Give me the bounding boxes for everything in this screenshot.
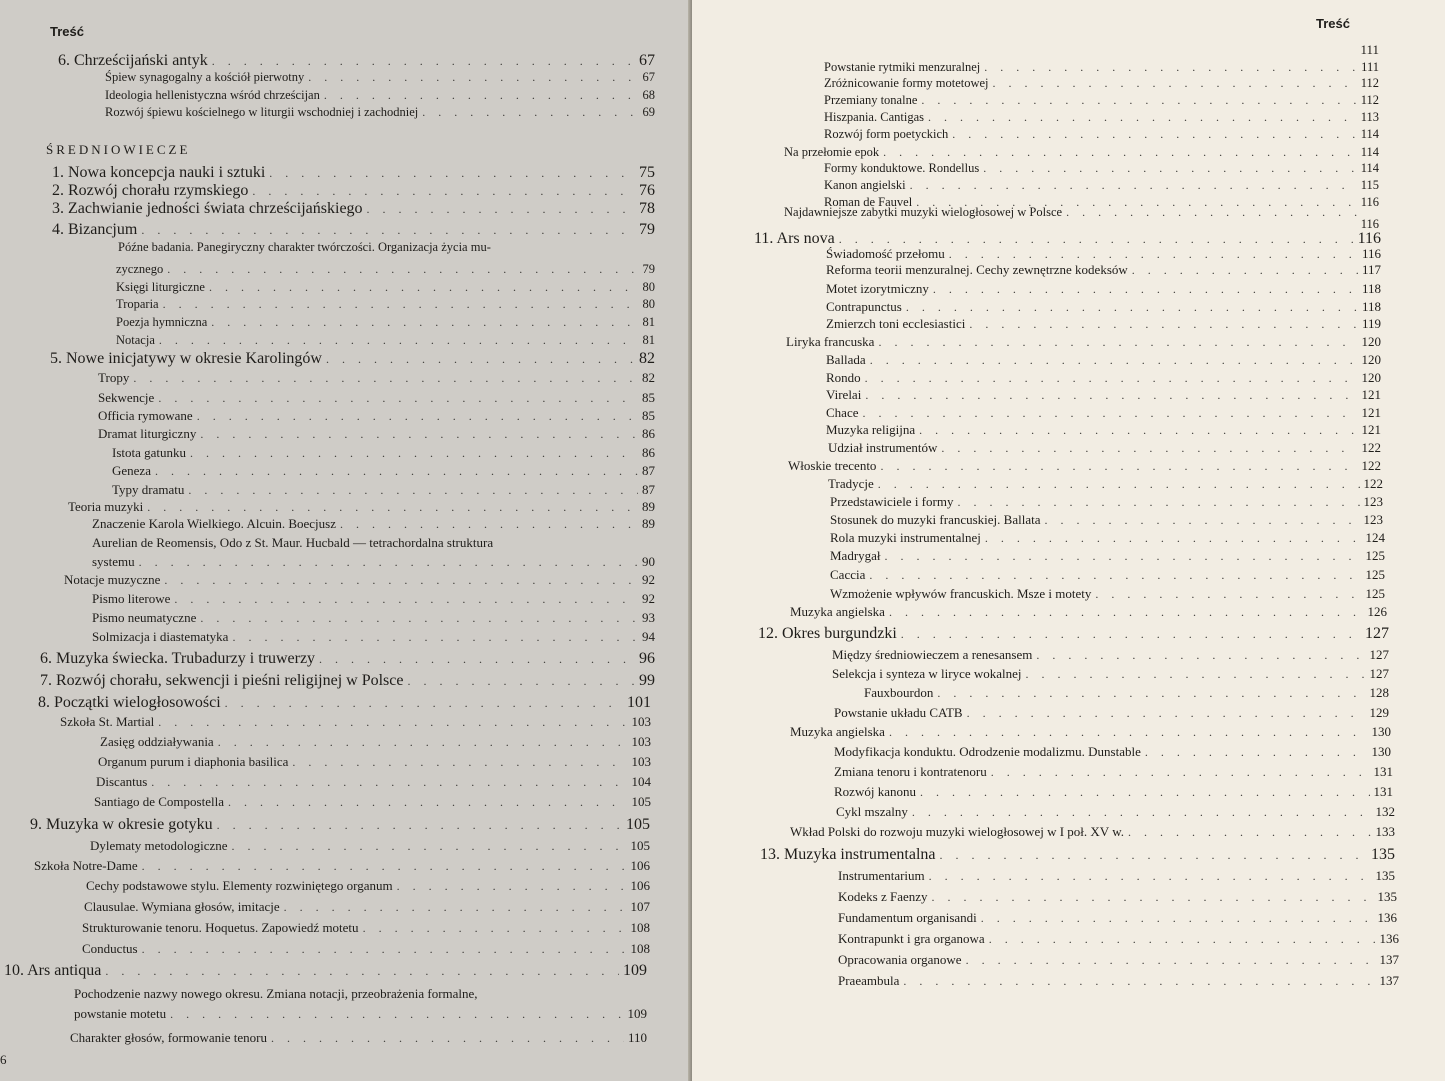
toc-entry: Zmiana tenoru i kontratenoru . . . 131 [834, 764, 1393, 780]
toc-entry: 7. Rozwój chorału, sekwencji i pieśni religijnej w Polsce . . . 99 [40, 672, 655, 690]
toc-entry: Formy konduktowe. Rondellus . . . 114 [824, 161, 1379, 176]
toc-entry: Aurelian de Reomensis, Odo z St. Maur. Hucbald — tetrachordalna struktura [92, 535, 494, 550]
toc-entry: Kontrapunkt i gra organowa . . . 136 [838, 931, 1399, 947]
toc-entry: Cykl mszalny . . . 132 [836, 804, 1395, 820]
toc-entry: Wkład Polski do rozwoju muzyki wielogłosowej w I poł. XV w. . . . 133 [790, 824, 1395, 840]
left-page-header: Treść [50, 24, 84, 39]
toc-entry: Najdawniejsze zabytki muzyki wielogłosowej w Polsce . . . 116 [784, 205, 1379, 220]
toc-entry: Officia rymowane . . . 85 [98, 408, 655, 424]
toc-entry: Clausulae. Wymiana głosów, imitacje . . . 107 [84, 899, 650, 915]
toc-entry: Tradycje . . . 122 [828, 476, 1383, 492]
toc-entry: Przedstawiciele i formy . . . 123 [830, 494, 1383, 510]
toc-entry: Teoria muzyki . . . 89 [68, 499, 655, 515]
toc-entry: Przemiany tonalne . . . 112 [824, 93, 1379, 108]
right-page [692, 0, 1445, 1081]
toc-entry: Poezja hymniczna . . . 81 [116, 315, 655, 330]
toc-entry: Stosunek do muzyki francuskiej. Ballata . . . 123 [830, 512, 1383, 528]
toc-entry: Tropy . . . 82 [98, 370, 655, 386]
toc-entry: Ideologia hellenistyczna wśród chrześcijan . . . 68 [105, 88, 655, 103]
toc-entry: Rola muzyki instrumentalnej . . . 124 [830, 530, 1385, 546]
toc-entry: Pismo neumatyczne . . . 93 [92, 610, 655, 626]
toc-entry: Wzmożenie wpływów francuskich. Msze i motety . . . 125 [830, 586, 1385, 602]
toc-entry: 9. Muzyka w okresie gotyku . . . 105 [30, 816, 650, 834]
toc-entry: Virelai . . . 121 [826, 387, 1381, 403]
toc-entry: 10. Ars antiqua . . . 109 [4, 962, 647, 980]
toc-entry: Włoskie trecento . . . 122 [788, 458, 1381, 474]
toc-entry: Znaczenie Karola Wielkiego. Alcuin. Boecjusz . . . 89 [92, 516, 655, 532]
toc-entry: 13. Muzyka instrumentalna . . . 135 [760, 846, 1395, 864]
toc-entry: Świadomość przełomu . . . 116 [826, 246, 1381, 262]
toc-entry: Fauxbourdon . . . 128 [864, 685, 1389, 701]
toc-entry: 6. Chrześcijański antyk . . . 67 [58, 52, 655, 70]
toc-entry: Solmizacja i diastematyka . . . 94 [92, 629, 655, 645]
toc-entry: Kanon angielski . . . 115 [824, 178, 1379, 193]
toc-entry: Instrumentarium . . . 135 [838, 868, 1395, 884]
toc-entry: Muzyka religijna . . . 121 [826, 422, 1381, 438]
toc-entry: Cechy podstawowe stylu. Elementy rozwiniętego organum . . . 106 [86, 878, 650, 894]
toc-entry: 4. Bizancjum . . . 79 [52, 221, 655, 239]
toc-entry: systemu . . . 90 [92, 554, 655, 570]
page-number: 6 [0, 1052, 7, 1067]
toc-entry: Contrapunctus . . . 118 [826, 299, 1381, 315]
toc-entry: Fundamentum organisandi . . . 136 [838, 910, 1397, 926]
toc-entry: Ballada . . . 120 [826, 352, 1381, 368]
toc-entry: Dylematy metodologiczne . . . 105 [90, 838, 650, 854]
toc-entry: Selekcja i synteza w liryce wokalnej . . . 127 [832, 666, 1389, 682]
toc-entry: Modyfikacja konduktu. Odrodzenie modalizmu. Dunstable . . . 130 [834, 744, 1391, 760]
toc-entry: Księgi liturgiczne . . . 80 [116, 280, 655, 295]
toc-entry: 3. Zachwianie jedności świata chrześcijańskiego . . . 78 [52, 200, 655, 218]
toc-entry: Praeambula . . . 137 [838, 973, 1399, 989]
toc-entry: Rozwój śpiewu kościelnego w liturgii wschodniej i zachodniej . . . 69 [105, 105, 655, 120]
toc-entry: Notacja . . . 81 [116, 333, 655, 348]
toc-entry: Organum purum i diaphonia basilica . . . 103 [98, 754, 651, 770]
toc-entry: Pochodzenie nazwy nowego okresu. Zmiana notacji, przeobrażenia formalne, [74, 986, 478, 1001]
toc-entry: Conductus . . . 108 [82, 941, 650, 957]
toc-entry: zycznego . . . 79 [116, 262, 655, 277]
toc-entry: Istota gatunku . . . 86 [112, 445, 655, 461]
section-heading: ŚREDNIOWIECZE [46, 142, 191, 157]
toc-entry: Geneza . . . 87 [112, 463, 655, 479]
toc-entry: Discantus . . . 104 [96, 774, 651, 790]
toc-entry: Muzyka angielska . . . 130 [790, 724, 1391, 740]
toc-entry: Hiszpania. Cantigas . . . 113 [824, 110, 1379, 125]
toc-entry: Szkoła St. Martial . . . 103 [60, 714, 651, 730]
toc-entry: Reforma teorii menzuralnej. Cechy zewnętrzne kodeksów . . . 117 [826, 262, 1381, 278]
toc-entry: Madrygał . . . 125 [830, 548, 1385, 564]
toc-entry: 5. Nowe inicjatywy w okresie Karolingów . . . 82 [50, 350, 655, 368]
toc-entry: Caccia . . . 125 [830, 567, 1385, 583]
left-page [0, 0, 690, 1081]
toc-entry: Motet izorytmiczny . . . 118 [826, 281, 1381, 297]
toc-entry: Roman de Fauvel . . . 116 [824, 195, 1379, 210]
toc-entry: Dramat liturgiczny . . . 86 [98, 426, 655, 442]
toc-entry: Na przełomie epok . . . 114 [784, 145, 1379, 160]
toc-entry: 12. Okres burgundzki . . . 127 [758, 625, 1389, 643]
toc-entry: Zróżnicowanie formy motetowej . . . 112 [824, 76, 1379, 91]
toc-entry: Charakter głosów, formowanie tenoru . . . 110 [70, 1030, 647, 1046]
toc-entry: Rondo . . . 120 [826, 370, 1381, 386]
toc-entry: Zmierzch toni ecclesiastici . . . 119 [826, 316, 1381, 332]
toc-entry: Sekwencje . . . 85 [98, 390, 655, 406]
toc-entry: Troparia . . . 80 [116, 297, 655, 312]
toc-entry-page: 111 [1360, 42, 1379, 57]
toc-entry: Szkoła Notre-Dame . . . 106 [34, 858, 650, 874]
toc-entry: Muzyka angielska . . . 126 [790, 604, 1387, 620]
toc-entry: Powstanie rytmiki menzuralnej . . . 111 [824, 60, 1379, 75]
toc-entry: Pismo literowe . . . 92 [92, 591, 655, 607]
toc-entry: Zasięg oddziaływania . . . 103 [100, 734, 651, 750]
toc-entry: Santiago de Compostella . . . 105 [94, 794, 651, 810]
toc-entry: Późne badania. Panegiryczny charakter twórczości. Organizacja życia mu- [118, 240, 491, 254]
toc-entry: Opracowania organowe . . . 137 [838, 952, 1399, 968]
toc-entry: 2. Rozwój chorału rzymskiego . . . 76 [52, 182, 655, 200]
toc-entry: powstanie motetu . . . 109 [74, 1006, 647, 1022]
toc-entry: 8. Początki wielogłosowości . . . 101 [38, 694, 651, 712]
toc-entry: Chace . . . 121 [826, 405, 1381, 421]
toc-entry: Liryka francuska . . . 120 [786, 334, 1381, 350]
right-page-header: Treść [1316, 16, 1350, 31]
toc-entry: Powstanie układu CATB . . . 129 [834, 705, 1389, 721]
toc-entry: Udział instrumentów . . . 122 [828, 440, 1381, 456]
toc-entry: 11. Ars nova . . . 116 [754, 230, 1381, 248]
toc-entry: Typy dramatu . . . 87 [112, 482, 655, 498]
toc-entry: Między średniowieczem a renesansem . . . 127 [832, 647, 1389, 663]
toc-entry: Notacje muzyczne . . . 92 [64, 572, 655, 588]
toc-entry: Strukturowanie tenoru. Hoquetus. Zapowiedź motetu . . . 108 [82, 920, 650, 936]
toc-entry: Kodeks z Faenzy . . . 135 [838, 889, 1397, 905]
toc-entry: 1. Nowa koncepcja nauki i sztuki . . . 75 [52, 164, 655, 182]
toc-entry: 6. Muzyka świecka. Trubadurzy i truwerzy . . . 96 [40, 650, 655, 668]
toc-entry: Rozwój kanonu . . . 131 [834, 784, 1393, 800]
toc-entry: Rozwój form poetyckich . . . 114 [824, 127, 1379, 142]
toc-entry: Śpiew synagogalny a kościół pierwotny . . . 67 [105, 70, 655, 85]
